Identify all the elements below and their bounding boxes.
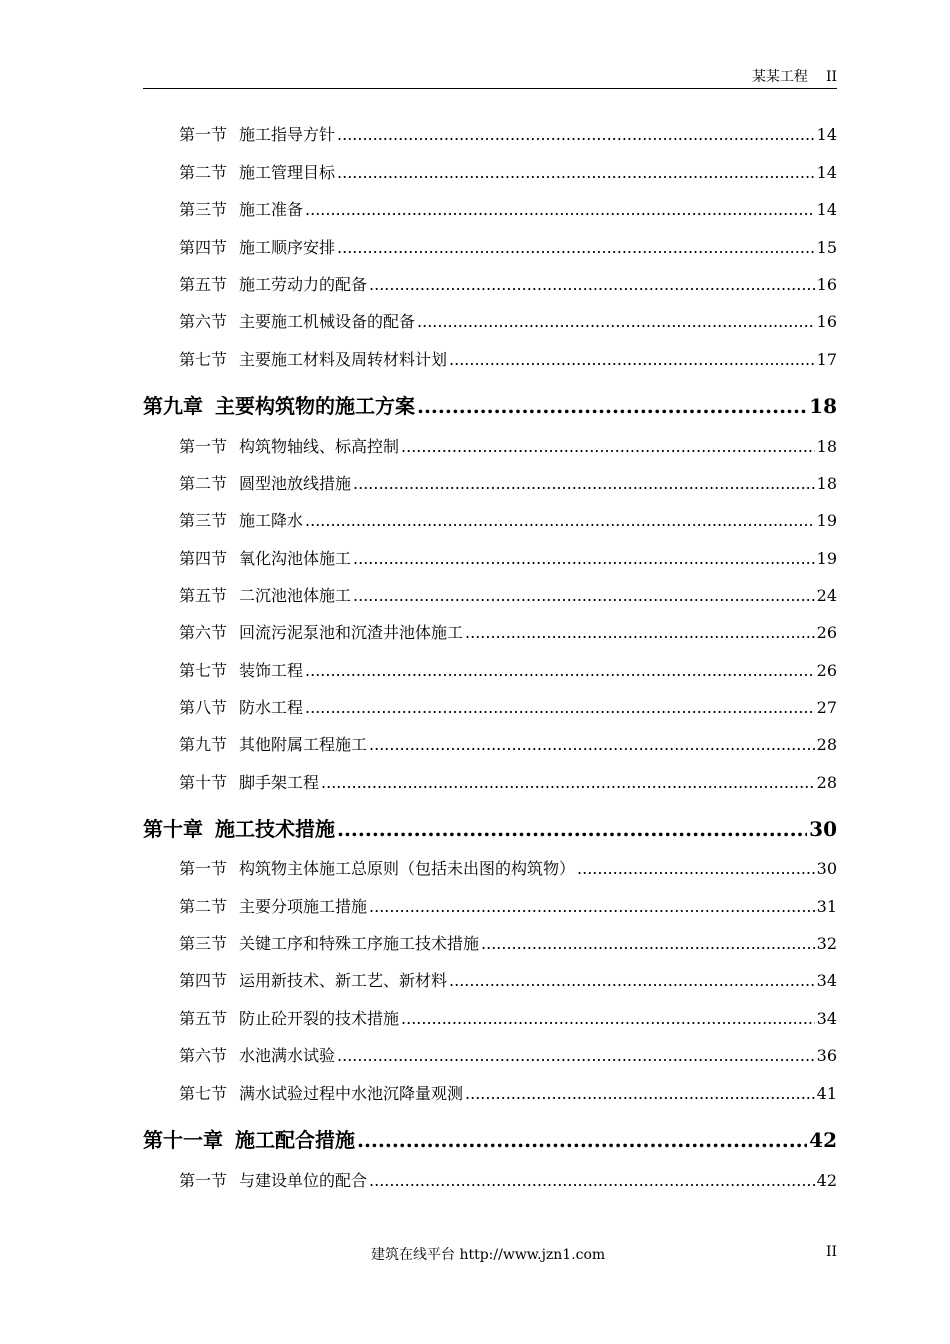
toc-dot-leader xyxy=(321,773,815,792)
toc-entry-number: 第一节 xyxy=(179,1171,228,1190)
toc-entry-page: 26 xyxy=(816,661,837,680)
toc-dot-leader xyxy=(369,735,815,754)
toc-entry-number: 第三节 xyxy=(179,934,228,953)
toc-section-entry[interactable] xyxy=(143,235,837,259)
toc-section-entry[interactable] xyxy=(143,856,837,880)
toc-chapter-entry[interactable] xyxy=(143,1124,837,1152)
toc-entry-number: 第四节 xyxy=(179,238,228,257)
toc-entry-title: 主要施工材料及周转材料计划 xyxy=(239,350,448,369)
toc-dot-leader xyxy=(337,238,815,257)
toc-entry-title: 关键工序和特殊工序施工技术措施 xyxy=(239,934,480,953)
toc-entry-number: 第九章 xyxy=(143,394,203,418)
toc-dot-leader xyxy=(481,934,815,953)
toc-entry-title: 氧化沟池体施工 xyxy=(239,549,352,568)
toc-entry-page: 41 xyxy=(816,1084,837,1103)
toc-entry-number: 第九节 xyxy=(179,735,228,754)
toc-section-entry[interactable] xyxy=(143,122,837,146)
toc-entry-page: 18 xyxy=(816,474,837,493)
toc-dot-leader xyxy=(305,511,815,530)
toc-entry-number: 第七节 xyxy=(179,661,228,680)
toc-section-entry[interactable] xyxy=(143,347,837,371)
toc-entry-number: 第四节 xyxy=(179,549,228,568)
toc-entry-title: 施工顺序安排 xyxy=(239,238,336,257)
toc-entry-title: 构筑物轴线、标高控制 xyxy=(239,437,400,456)
toc-section-entry[interactable] xyxy=(143,1081,837,1105)
toc-entry-title: 施工劳动力的配备 xyxy=(239,275,368,294)
toc-entry-title: 运用新技术、新工艺、新材料 xyxy=(239,971,448,990)
toc-entry-page: 17 xyxy=(816,350,837,369)
toc-dot-leader xyxy=(369,275,815,294)
toc-entry-title: 回流污泥泵池和沉渣井池体施工 xyxy=(239,623,464,642)
toc-dot-leader xyxy=(337,1046,815,1065)
toc-entry-title: 圆型池放线措施 xyxy=(239,474,352,493)
toc-section-entry[interactable] xyxy=(143,508,837,532)
toc-section-entry[interactable] xyxy=(143,695,837,719)
toc-chapter-entry[interactable] xyxy=(143,813,837,841)
toc-dot-leader xyxy=(353,586,815,605)
toc-dot-leader xyxy=(465,623,815,642)
toc-entry-page: 15 xyxy=(816,238,837,257)
toc-entry-page: 14 xyxy=(816,125,837,144)
toc-section-entry[interactable] xyxy=(143,931,837,955)
toc-dot-leader xyxy=(417,394,807,418)
toc-dot-leader xyxy=(337,817,807,841)
toc-section-entry[interactable] xyxy=(143,1168,837,1192)
toc-entry-number: 第六节 xyxy=(179,1046,228,1065)
toc-entry-page: 18 xyxy=(816,437,837,456)
toc-entry-number: 第一节 xyxy=(179,125,228,144)
toc-entry-title: 构筑物主体施工总原则（包括未出图的构筑物） xyxy=(239,859,576,878)
toc-entry-page: 27 xyxy=(816,698,837,717)
toc-entry-title: 施工指导方针 xyxy=(239,125,336,144)
toc-section-entry[interactable] xyxy=(143,309,837,333)
toc-dot-leader xyxy=(465,1084,815,1103)
toc-entry-page: 31 xyxy=(816,897,837,916)
toc-dot-leader xyxy=(337,163,815,182)
toc-entry-title: 施工降水 xyxy=(239,511,304,530)
toc-entry-page: 28 xyxy=(816,735,837,754)
toc-dot-leader xyxy=(353,549,815,568)
toc-entry-number: 第六节 xyxy=(179,312,228,331)
toc-entry-page: 16 xyxy=(816,312,837,331)
toc-dot-leader xyxy=(369,897,815,916)
toc-entry-title: 与建设单位的配合 xyxy=(239,1171,368,1190)
toc-section-entry[interactable] xyxy=(143,272,837,296)
toc-dot-leader xyxy=(305,200,815,219)
footer-text: 建筑在线平台 http://www.jzn1.com xyxy=(371,1247,606,1263)
toc-entry-number: 第十节 xyxy=(179,773,228,792)
toc-dot-leader xyxy=(401,1009,815,1028)
toc-entry-number: 第六节 xyxy=(179,623,228,642)
toc-entry-page: 34 xyxy=(816,1009,837,1028)
toc-section-entry[interactable] xyxy=(143,1006,837,1030)
toc-dot-leader xyxy=(449,971,815,990)
toc-entry-title: 二沉池池体施工 xyxy=(239,586,352,605)
toc-entry-number: 第二节 xyxy=(179,897,228,916)
toc-dot-leader xyxy=(337,125,815,144)
toc-section-entry[interactable] xyxy=(143,968,837,992)
toc-entry-title: 水池满水试验 xyxy=(239,1046,336,1065)
toc-entry-number: 第五节 xyxy=(179,586,228,605)
toc-entry-number: 第一节 xyxy=(179,859,228,878)
toc-entry-page: 24 xyxy=(816,586,837,605)
page-footer xyxy=(0,1244,950,1266)
toc-chapter-entry[interactable] xyxy=(143,390,837,418)
toc-section-entry[interactable] xyxy=(143,160,837,184)
toc-section-entry[interactable] xyxy=(143,770,837,794)
toc-section-entry[interactable] xyxy=(143,894,837,918)
toc-entry-page: 30 xyxy=(816,859,837,878)
toc-section-entry[interactable] xyxy=(143,732,837,756)
toc-entry-page: 14 xyxy=(816,163,837,182)
toc-entry-number: 第四节 xyxy=(179,971,228,990)
toc-entry-page: 42 xyxy=(809,1128,837,1152)
toc-entry-page: 16 xyxy=(816,275,837,294)
toc-entry-title: 施工准备 xyxy=(239,200,304,219)
toc-entry-title: 施工管理目标 xyxy=(239,163,336,182)
toc-entry-title: 防水工程 xyxy=(239,698,304,717)
toc-entry-page: 36 xyxy=(816,1046,837,1065)
toc-entry-page: 42 xyxy=(816,1171,837,1190)
toc-section-entry[interactable] xyxy=(143,434,837,458)
toc-entry-number: 第八节 xyxy=(179,698,228,717)
toc-entry-page: 34 xyxy=(816,971,837,990)
toc-dot-leader xyxy=(357,1128,807,1152)
toc-entry-title: 满水试验过程中水池沉降量观测 xyxy=(239,1084,464,1103)
toc-entry-page: 18 xyxy=(809,394,837,418)
toc-dot-leader xyxy=(369,1171,815,1190)
toc-entry-title: 防止砼开裂的技术措施 xyxy=(239,1009,400,1028)
toc-section-entry[interactable] xyxy=(143,546,837,570)
toc-entry-number: 第三节 xyxy=(179,511,228,530)
toc-dot-leader xyxy=(577,859,815,878)
toc-section-entry[interactable] xyxy=(143,197,837,221)
toc-entry-title: 主要分项施工措施 xyxy=(239,897,368,916)
toc-entry-number: 第一节 xyxy=(179,437,228,456)
toc-dot-leader xyxy=(305,661,815,680)
toc-entry-title: 主要施工机械设备的配备 xyxy=(239,312,416,331)
toc-dot-leader xyxy=(417,312,815,331)
toc-section-entry[interactable] xyxy=(143,583,837,607)
toc-entry-page: 14 xyxy=(816,200,837,219)
toc-entry-page: 30 xyxy=(809,817,837,841)
toc-entry-number: 第十章 xyxy=(143,817,203,841)
toc-entry-title: 主要构筑物的施工方案 xyxy=(215,394,415,418)
toc-entry-number: 第十一章 xyxy=(143,1128,223,1152)
toc-entry-number: 第七节 xyxy=(179,350,228,369)
toc-dot-leader xyxy=(353,474,815,493)
toc-entry-page: 19 xyxy=(816,549,837,568)
toc-entry-number: 第七节 xyxy=(179,1084,228,1103)
toc-entry-page: 19 xyxy=(816,511,837,530)
toc-dot-leader xyxy=(305,698,815,717)
toc-entry-title: 脚手架工程 xyxy=(239,773,320,792)
toc-entry-number: 第二节 xyxy=(179,474,228,493)
header-page-number: II xyxy=(825,69,837,85)
toc-section-entry[interactable] xyxy=(143,471,837,495)
toc-entry-title: 装饰工程 xyxy=(239,661,304,680)
toc-entry-title: 其他附属工程施工 xyxy=(239,735,368,754)
toc-entry-page: 28 xyxy=(816,773,837,792)
toc-entry-number: 第五节 xyxy=(179,275,228,294)
toc-section-entry[interactable] xyxy=(143,620,837,644)
toc-entry-title: 施工技术措施 xyxy=(215,817,335,841)
toc-entry-number: 第三节 xyxy=(179,200,228,219)
page-header xyxy=(143,66,837,89)
toc-dot-leader xyxy=(449,350,815,369)
toc-section-entry[interactable] xyxy=(143,1043,837,1067)
footer-page-number: II xyxy=(826,1244,838,1260)
toc-entry-number: 第五节 xyxy=(179,1009,228,1028)
header-text xyxy=(752,66,837,86)
toc-entry-title: 施工配合措施 xyxy=(235,1128,355,1152)
toc-section-entry[interactable] xyxy=(143,658,837,682)
toc-entry-number: 第二节 xyxy=(179,163,228,182)
header-title: 某某工程 xyxy=(751,69,808,85)
toc-entry-page: 26 xyxy=(816,623,837,642)
toc-entry-page: 32 xyxy=(816,934,837,953)
toc-dot-leader xyxy=(401,437,815,456)
